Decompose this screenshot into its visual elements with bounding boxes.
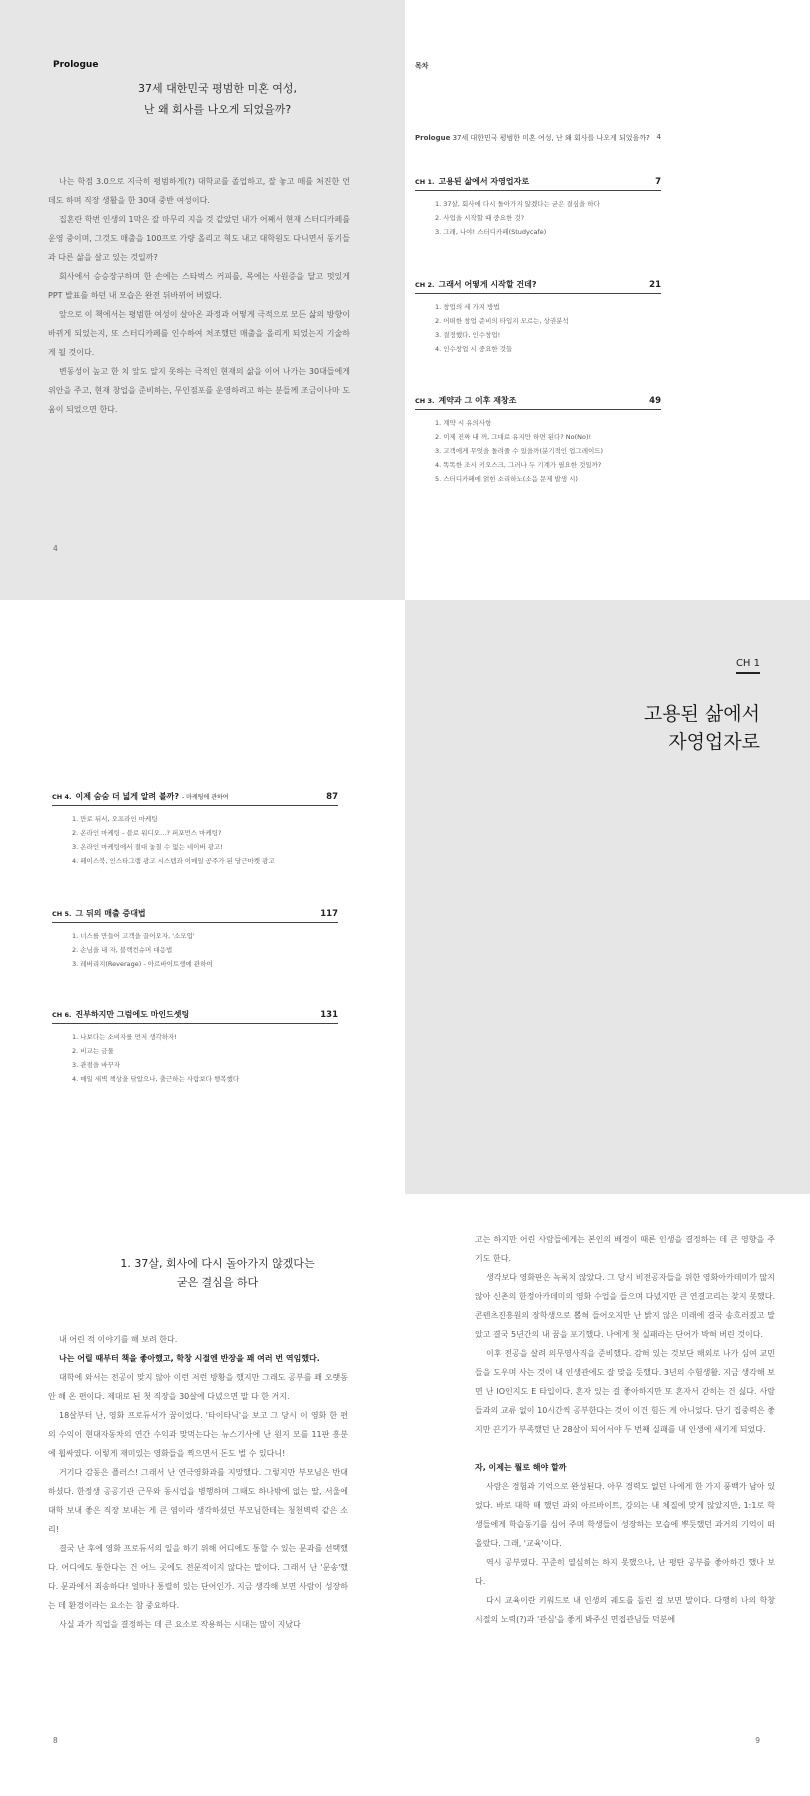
paragraph: 이후 전공을 살려 의무영사직을 준비했다. 감혀 있는 것보단 해외로 나가 심여 교민들을 도우며 사는 것이 내 인생관에도 잘 맞을 듯했다. 3년의 수험생활. 지금 생각해 보면 난 IO인지도 E 타입이다. 혼자 있는 걸 좋아하지만 또 혼자서 갇히는 건 싫다. 사람들과의 교류 없이 10시간씩 공부한다는 것이 이건 힘든 게 아니었다. 단기 집중력은 좋지만 끈기가 부족했던 난 28살이 되어서야 두 번째 실패를 내 인생에 새기게 되었다. [475,1349,775,1434]
chapter-page: 131 [320,1010,338,1020]
paragraph: 다시 교육이란 키워드로 내 인생의 궤도를 돌린 걸 보면 말이다. 다행히 나의 학창 시절의 노력(?)과 '관심'을 좋게 봐주신 면접관님들 덕분에 [475,1596,775,1624]
chapter-number: CH 1. [415,178,435,186]
section-item[interactable]: 5. 스터디카페에 얽힌 소리하노(소음 문제 발생 시) [435,475,578,483]
section-body-continued [475,1230,775,1629]
chapter-page: 21 [649,280,661,290]
section-item[interactable]: 2. 사업을 시작할 때 중요한 것? [435,214,525,222]
paragraph: 역시 공부였다. 꾸준히 열심히는 하지 못했으나, 난 평탄 공부를 좋아하긴 했나 보다. [475,1558,775,1586]
subheading: 자, 이제는 뭘로 해야 할까 [475,1463,567,1472]
chapter-title: 그 뒤의 매출 증대법 [75,909,146,918]
section-item[interactable]: 2. 이제 진짜 내 꺼, 그대로 유지만 하면 된다? No(No)! [435,433,592,441]
section-item[interactable]: 4. 매일 새벽 책상을 닦았으나, 출근하는 사람보다 행복했다 [72,1075,240,1083]
chapter-tag: CH 1 [736,658,760,674]
page-number: 4 [53,544,58,553]
prologue-body [48,172,350,419]
chapter-row [52,908,338,923]
paragraph: 나는 학점 3.0으로 지극히 평범하게(?) 대학교를 졸업하고, 잘 놓고 떼를 쳐진한 언데도 하며 직장 생활을 한 30대 중반 여성이다. [48,177,350,205]
section-item[interactable]: 2. 어떠한 창업 준비의 타입지 모르는, 상권분석 [435,317,569,325]
section-list [52,1030,338,1086]
chapter-row [415,395,661,410]
section-list [415,300,661,356]
section-item[interactable]: 1. 나보다는 소비자를 먼저 생각하자! [72,1033,177,1041]
emphasis-paragraph: 나는 어릴 때부터 책을 좋아했고, 학창 시절엔 반장을 꽤 여러 번 역임했다. [59,1354,320,1363]
section-item[interactable]: 4. 인수창업 시 중요한 것들 [435,345,513,353]
paragraph: 고는 하지만 어린 사람들에게는 본인의 배경이 때론 인생을 결정하는 데 큰 영향을 주기도 한다. [475,1235,775,1263]
section-item[interactable]: 1. 만로 뒤서, 오프라인 마케팅 [72,815,158,823]
chapter-title-page [405,600,810,1194]
paragraph: 18살부터 난, 영화 프로듀서가 꿈이었다. '타이타닉'을 보고 그 당시 이 영화 한 편의 수익이 현대자동차의 연간 수익과 맞먹는다는 뉴스기사에 난 원지 모를 11판 흥분에 휩싸였다. 이렇게 재미있는 영화들을 찍으면서 돈도 벌 수 있다니! [48,1411,348,1458]
section-title-line1: 1. 37살, 회사에 다시 돌아가지 않겠다는 [120,1257,315,1270]
chapter-row [415,176,661,191]
section-item[interactable]: 4. 똑똑한 조시 키오스크, 그러나 두 기계가 필요한 것일까? [435,461,602,469]
chapter-page: 7 [655,177,661,187]
section-item[interactable]: 4. 페이스북, 인스타그램 광고 시스템과 이메일 공주가 된 당근마켓 광고 [72,857,275,865]
chapter-row [415,279,661,294]
chapter-title-line2: 자영업자로 [668,731,760,753]
chapter-page: 49 [649,396,661,406]
chapter-number: CH 2. [415,281,435,289]
section-item[interactable]: 1. 37살, 회사에 다시 돌아가지 않겠다는 굳은 결심을 하다 [435,200,600,208]
chapter-title: 진부하지만 그럼에도 마인드셋팅 [75,1010,190,1019]
section-title-line2: 굳은 결심을 하다 [176,1276,259,1289]
toc-chapter-6[interactable] [52,1009,338,1086]
section-item[interactable]: 3. 레버리지(Reverage) - 아르바이트생에 관하여 [72,960,213,968]
chapter-number: CH 6. [52,1011,72,1019]
toc-page [405,0,810,600]
section-item[interactable]: 2. 손님을 내 자, 블랙컨슈머 대응법 [72,946,173,954]
section-item[interactable]: 3. 결정했다, 인수창업! [435,331,501,339]
section-title [0,1254,405,1292]
paragraph: 생각보다 영화판은 녹록치 않았다. 그 당시 비전공자들을 위한 영화아카데미가 많지 않아 신촌의 한정아카데미의 영화 수업을 들으며 다녔지만 큰 연결고리는 찾지 못했다. 콘텐츠진흥원의 장학생으로 뽑혀 들어오지만 난 밝지 않은 미래에 결국 송흐러졌고 말았고 결국 5년간의 내 꿈을 포기했다. 나에게 첫 실패라는 단어가 박혀 버린 것이다. [475,1273,775,1339]
toc-prologue-page: 4 [656,133,661,141]
section-item[interactable]: 2. 온라인 마케팅 - 블로 워디오…? 퍼포먼스 마케팅? [72,829,222,837]
chapter-number: CH 5. [52,910,72,918]
chapter-row [52,1009,338,1024]
chapter-row [52,791,338,806]
section-list [415,197,661,239]
paragraph: 거기다 감동은 플러스! 그래서 난 연극영화과를 지망했다. 그렇지만 부모님은 반대하셨다. 한정생 공공기관 근무와 동시업을 병행하며 그때도 하나밖에 없는 딸, 서울에 대학 보내 좋은 직장 보내는 게 큰 염이라 생각하셨던 부모님한테는 청천벽력 같은 소리! [48,1468,348,1534]
chapter-title: 이제 숨숨 더 넓게 알려 볼까? [75,792,180,801]
toc-prologue-text: 37세 대한민국 평범한 미혼 여성, 난 왜 회사를 나오게 되었을까? [452,134,650,142]
paragraph: 집혼란 학번 인생의 1막은 잘 마무리 지을 것 같았던 내가 어째서 현재 스터디카페를 운영 중이며, 그것도 매출을 100프로 가량 올리고 혁도 내고 대학원도 다니면서 동기들과 다른 삶을 살고 있는 것일까? [48,215,350,262]
prologue-title [0,78,405,120]
toc-chapter-5[interactable] [52,908,338,971]
section-page-right [405,1194,810,1796]
toc-chapter-3[interactable] [415,395,661,486]
section-item[interactable]: 2. 비교는 금물 [72,1047,114,1055]
page-number: 9 [755,1736,760,1745]
paragraph: 사실 과가 직업을 결정하는 데 큰 요소로 작용하는 시대는 많이 지났다 [59,1620,301,1629]
chapter-page: 87 [326,792,338,802]
section-list [415,416,661,486]
chapter-title-line1: 고용된 삶에서 [643,703,760,725]
section-item[interactable]: 3. 그래, 나야! 스터디카페(Studycafe) [435,228,547,236]
chapter-subtitle: - 마케팅에 관하여 [182,794,229,801]
section-item[interactable]: 1. 계약 시 유의사항 [435,419,492,427]
chapter-title [644,700,760,756]
toc-heading: 목차 [415,62,429,70]
paragraph: 앞으로 이 책에서는 평범한 여성이 살아온 과정과 어떻게 극적으로 모든 삶의 방향이 바뀌게 되었는지, 또 스터디카페를 인수하여 처조했던 매출을 올리게 되었는지 기술하게 될 것이다. [48,310,350,357]
prologue-page [0,0,405,600]
chapter-title: 계약과 그 이후 재창조 [438,396,517,405]
prologue-title-line2: 난 왜 회사를 나오게 되었을까? [143,103,292,116]
prologue-title-line1: 37세 대한민국 평범한 미혼 여성, [138,82,297,95]
page-number: 8 [53,1736,58,1745]
section-body [48,1330,348,1634]
paragraph: 내 어린 적 이야기를 해 보려 한다. [59,1335,178,1344]
chapter-page: 117 [320,909,338,919]
section-list [52,812,338,868]
toc-prologue-label: Prologue [415,134,451,142]
section-item[interactable]: 3. 온라인 마케팅에서 절대 놓칠 수 없는 네이버 광고! [72,843,223,851]
toc-prologue-entry[interactable] [415,133,661,143]
paragraph: 변동성이 높고 한 치 앞도 알지 못하는 극적인 현재의 삶을 이어 나가는 30대들에게 위안을 주고, 현재 창업을 준비하는, 무인점포를 운영하려고 하는 분들께 조금이나마 도움이 되었으면 한다. [48,367,350,414]
chapter-title: 그래서 어떻게 시작할 건데? [438,280,537,289]
section-list [52,929,338,971]
toc-page-2 [0,600,405,1194]
toc-chapter-4[interactable] [52,791,338,868]
paragraph: 대학에 와서는 전공이 맞지 않아 이런 저런 방황을 했지만 그래도 공부를 꽤 오랫동안 해 온 편이다. 제대로 된 첫 직장을 30살에 다녔으면 말 다 한 거지. [48,1373,348,1401]
toc-chapter-2[interactable] [415,279,661,356]
section-page-left [0,1194,405,1796]
chapter-title: 고용된 삶에서 자영업자로 [438,177,530,186]
section-item[interactable]: 1. 너스를 만들어 고객을 끌어오자, '소모업' [72,932,195,940]
chapter-number: CH 4. [52,793,72,801]
section-item[interactable]: 3. 관점을 바꾸자 [72,1061,121,1069]
prologue-label: Prologue [53,60,99,70]
section-item[interactable]: 1. 창업의 세 가지 방법 [435,303,500,311]
section-item[interactable]: 3. 고객에게 무엇을 돌려줄 수 있을까(분기적인 업그레이드) [435,447,604,455]
toc-chapter-1[interactable] [415,176,661,239]
chapter-number: CH 3. [415,397,435,405]
paragraph: 회사에서 승승장구하며 한 손에는 스타벅스 커피를, 목에는 사원증을 달고 멋있게 PPT 발표를 하던 내 모습은 완전 뒤바뀌어 버렸다. [48,272,350,300]
paragraph: 사람은 경험과 기억으로 완성된다. 아무 경력도 없던 나에게 한 가지 풍백가 남아 있었다. 바로 대학 때 했던 과외 아르바이트, 강의는 내 체질에 맞게 않았지만, 1:1로 학생들에게 학습동기를 심어 주며 학생들이 성장하는 모습에 뿌듯했던 과거의 기억이 떠올랐다. 그래, '교육'이다. [475,1482,775,1548]
paragraph: 결국 난 후에 영화 프로듀서의 일을 하기 위해 어디에도 통할 수 있는 문과를 선택했다. 어디에도 통한다는 건 어느 곳에도 전문적이지 않다는 말이다. 그래서 난 '문송'했다. 문과에서 죄송하다! 얼마나 통렬히 있는 단어인가. 지금 생각해 보면 사람이 성장하는 데 환경이라는 요소는 참 중요하다. [48,1544,348,1610]
